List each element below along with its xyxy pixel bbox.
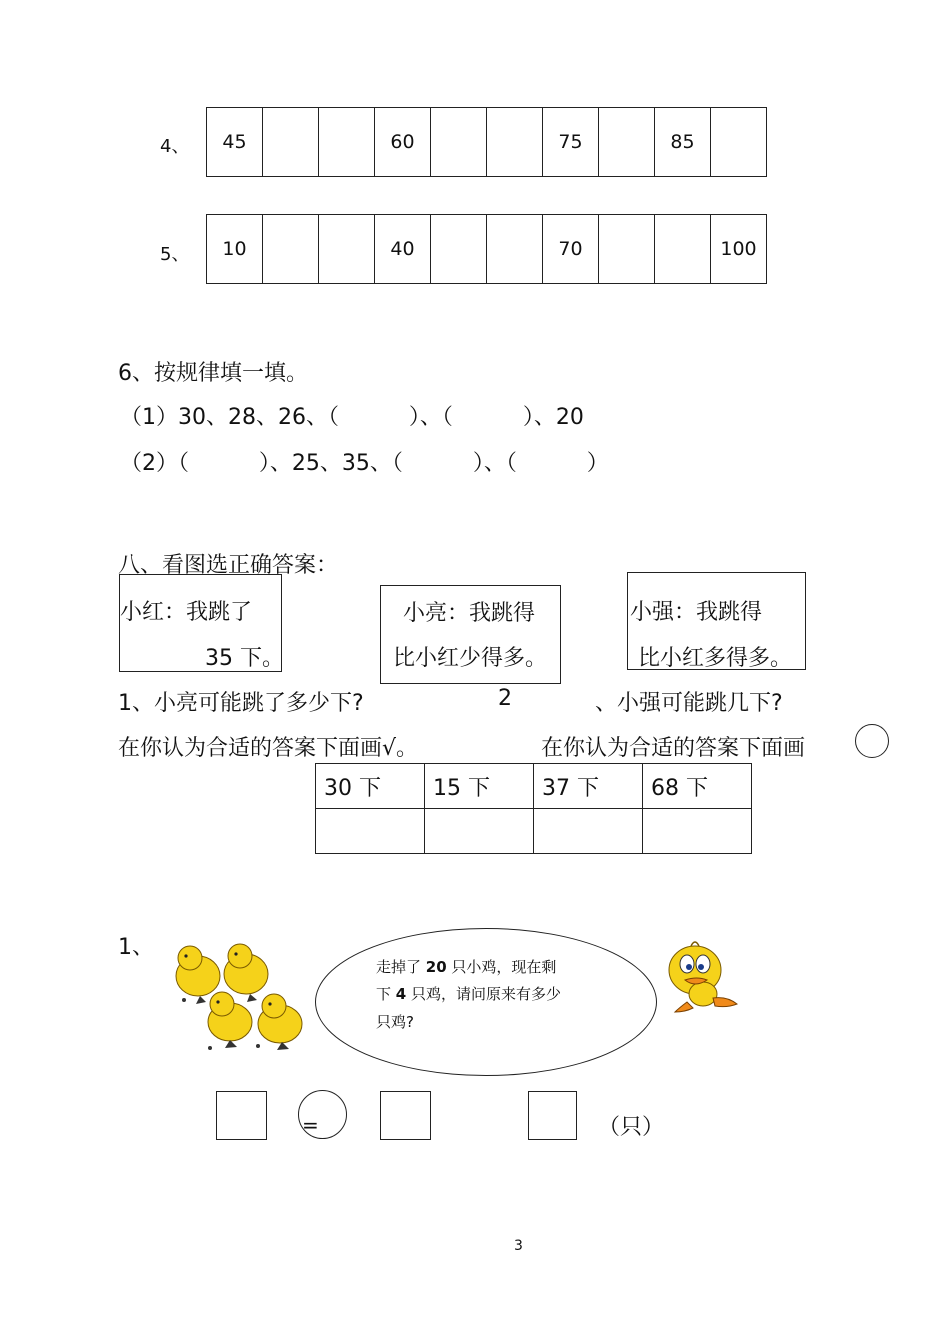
seq-cell[interactable]: 10 [207, 215, 263, 284]
answer-box-2[interactable] [380, 1091, 431, 1140]
chicks-group-icon [170, 940, 315, 1055]
xiaoqiang-line-1: 小强：我跳得 [630, 600, 763, 625]
answer-box-3[interactable] [528, 1091, 577, 1140]
seq-cell[interactable] [263, 108, 319, 177]
seq-cell[interactable] [599, 108, 655, 177]
seq-cell[interactable] [263, 215, 319, 284]
sequence-table-4 [206, 107, 767, 177]
xiaohong-line-1: 小红：我跳了 [120, 600, 253, 625]
seq-cell[interactable]: 100 [711, 215, 767, 284]
bubble-line-3: 只鸡? [376, 1013, 414, 1031]
question-6-line-1: （1）30、28、26、（ ）、（ ）、20 [120, 405, 584, 430]
seq-cell[interactable]: 85 [655, 108, 711, 177]
xiaoliang-line-2: 比小红少得多。 [393, 646, 548, 671]
bubble-line-1: 走掉了 20 只小鸡，现在剩 [376, 958, 557, 976]
answer-option: 68 下 [643, 764, 752, 809]
xiaohong-line-2: 35 下。 [205, 646, 284, 671]
question-8-1: 1、小亮可能跳了多少下? [118, 691, 364, 716]
equals-sign: = [302, 1113, 319, 1137]
answer-option: 30 下 [316, 764, 425, 809]
seq-cell[interactable] [319, 215, 375, 284]
sequence-table-5 [206, 214, 767, 284]
answer-mark-cell[interactable] [316, 809, 425, 854]
answer-mark-cell[interactable] [425, 809, 534, 854]
answer-mark-cell[interactable] [643, 809, 752, 854]
seq-cell[interactable] [431, 215, 487, 284]
seq-cell[interactable] [711, 108, 767, 177]
answer-option: 15 下 [425, 764, 534, 809]
seq-cell[interactable] [599, 215, 655, 284]
speech-box-xiaoqiang [627, 572, 806, 670]
seq-cell[interactable]: 75 [543, 108, 599, 177]
instruction-check: 在你认为合适的答案下面画√。 [118, 736, 419, 761]
question-8-2: 、小强可能跳几下? [595, 691, 783, 716]
seq-cell[interactable] [487, 215, 543, 284]
question-8-2-number: 2 [498, 686, 512, 711]
seq-cell[interactable] [319, 108, 375, 177]
xiaoliang-line-1: 小亮：我跳得 [403, 601, 536, 626]
xiaoqiang-line-2: 比小红多得多。 [638, 646, 793, 671]
problem-label: 1、 [118, 935, 154, 960]
instruction-circle: 在你认为合适的答案下面画 [541, 736, 806, 761]
speech-box-xiaohong [119, 574, 282, 672]
seq-cell[interactable]: 70 [543, 215, 599, 284]
question-6-title: 6、按规律填一填。 [118, 361, 308, 386]
speech-box-xiaoliang [380, 585, 561, 684]
answer-box-1[interactable] [216, 1091, 267, 1140]
bubble-line-2: 下 4 只鸡，请问原来有多少 [376, 985, 561, 1003]
seq-cell[interactable]: 40 [375, 215, 431, 284]
seq-cell[interactable] [487, 108, 543, 177]
seq-cell[interactable] [655, 215, 711, 284]
seq-cell[interactable]: 45 [207, 108, 263, 177]
answer-mark-cell[interactable] [534, 809, 643, 854]
answer-table [315, 763, 752, 854]
page-number: 3 [514, 1238, 523, 1254]
answer-option: 37 下 [534, 764, 643, 809]
tweety-bird-icon [657, 936, 741, 1014]
seq-cell[interactable] [431, 108, 487, 177]
unit-label: （只） [598, 1115, 665, 1140]
row-4-label: 4、 [160, 136, 190, 157]
question-6-line-2: （2）（ ）、25、35、（ ）、（ ） [120, 451, 609, 476]
circle-symbol-icon [855, 724, 889, 758]
seq-cell[interactable]: 60 [375, 108, 431, 177]
row-5-label: 5、 [160, 244, 190, 265]
section-8-title: 八、看图选正确答案： [118, 553, 339, 578]
